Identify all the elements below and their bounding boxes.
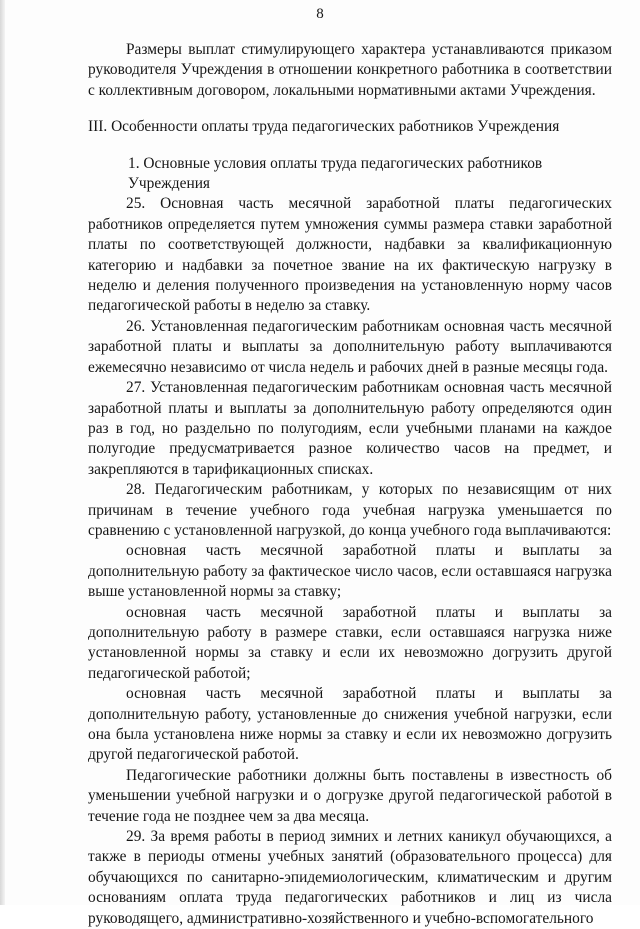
section-heading: III. Особенности оплаты труда педагогических работников Учреждения	[88, 118, 560, 136]
sub-heading-line-2: Учреждения	[128, 175, 211, 193]
paragraph-28-item-1: основная часть месячной заработной платы и выплаты за дополнительную работу за фактическое число часов, если оставшаяся нагрузка выше установленной нормы за ставку;	[88, 542, 612, 601]
intro-paragraph: Размеры выплат стимулирующего характера устанавливаются приказом руководителя Учреждения в отношении конкретного работника в соответствии с коллективным договором, локальными нормативными актами Учреждения.	[88, 41, 612, 99]
sub-heading-line-1: 1. Основные условия оплаты труда педагогических работников	[128, 154, 543, 172]
paragraph-27: 27. Установленная педагогическим работникам основная часть месячной заработной платы и выплаты за дополнительную работу определяются один раз в год, но раздельно по полугодиям, если учебными планами на каждое полугодие предусматривается разное количество часов на предмет, и закрепляются в тарификационных списках.	[88, 379, 612, 478]
scan-edge-shadow	[0, 0, 5, 905]
paragraph-28-item-2: основная часть месячной заработной платы и выплаты за дополнительную работу в размере ставки, если оставшаяся нагрузка ниже установленной нормы за ставку и если их невозможно догрузить другой педагогической работой;	[88, 603, 612, 682]
paragraph-28: 28. Педагогическим работникам, у которых по независящим от них причинам в течение учебного года учебная нагрузка уменьшается по сравнению с установленной нагрузкой, до конца учебного года выплачиваются:	[88, 481, 612, 539]
paragraph-25: 25. Основная часть месячной заработной платы педагогических работников определяется путем умножения суммы размера ставки заработной платы по соответствующей должности, надбавки за квалификационную категорию и надбавки за почетное звание на их фактическую нагрузку в неделю и деления полученного произведения на установленную норму часов педагогической работы в неделю за ставку.	[88, 195, 612, 315]
paragraph-28-item-3: основная часть месячной заработной платы и выплаты за дополнительную работу, установленные до снижения учебной нагрузки, если она была установлена ниже нормы за ставку и если их невозможно догрузить другой педагогической работой.	[88, 685, 612, 764]
paragraph-26: 26. Установленная педагогическим работникам основная часть месячной заработной платы и выплаты за дополнительную работу выплачиваются ежемесячно независимо от числа недель и рабочих дней в разные месяцы года.	[88, 317, 612, 376]
page-number: 8	[316, 6, 324, 22]
paragraph-29: 29. За время работы в период зимних и летних каникул обучающихся, а также в периоды отмены учебных занятий (образовательного процесса) для обучающихся по санитарно-эпидемиологическим, климатическим и другим основаниям оплата труда педагогических работников и лиц из числа руководящего, административно-хозяйственного и учебно-вспомогательного	[88, 828, 612, 927]
paragraph-28-note: Педагогические работники должны быть поставлены в известность об уменьшении учебной нагрузки и о догрузке другой педагогической работой в течение года не позднее чем за два месяца.	[88, 766, 612, 825]
document-body	[88, 40, 612, 929]
sub-heading	[88, 154, 612, 195]
